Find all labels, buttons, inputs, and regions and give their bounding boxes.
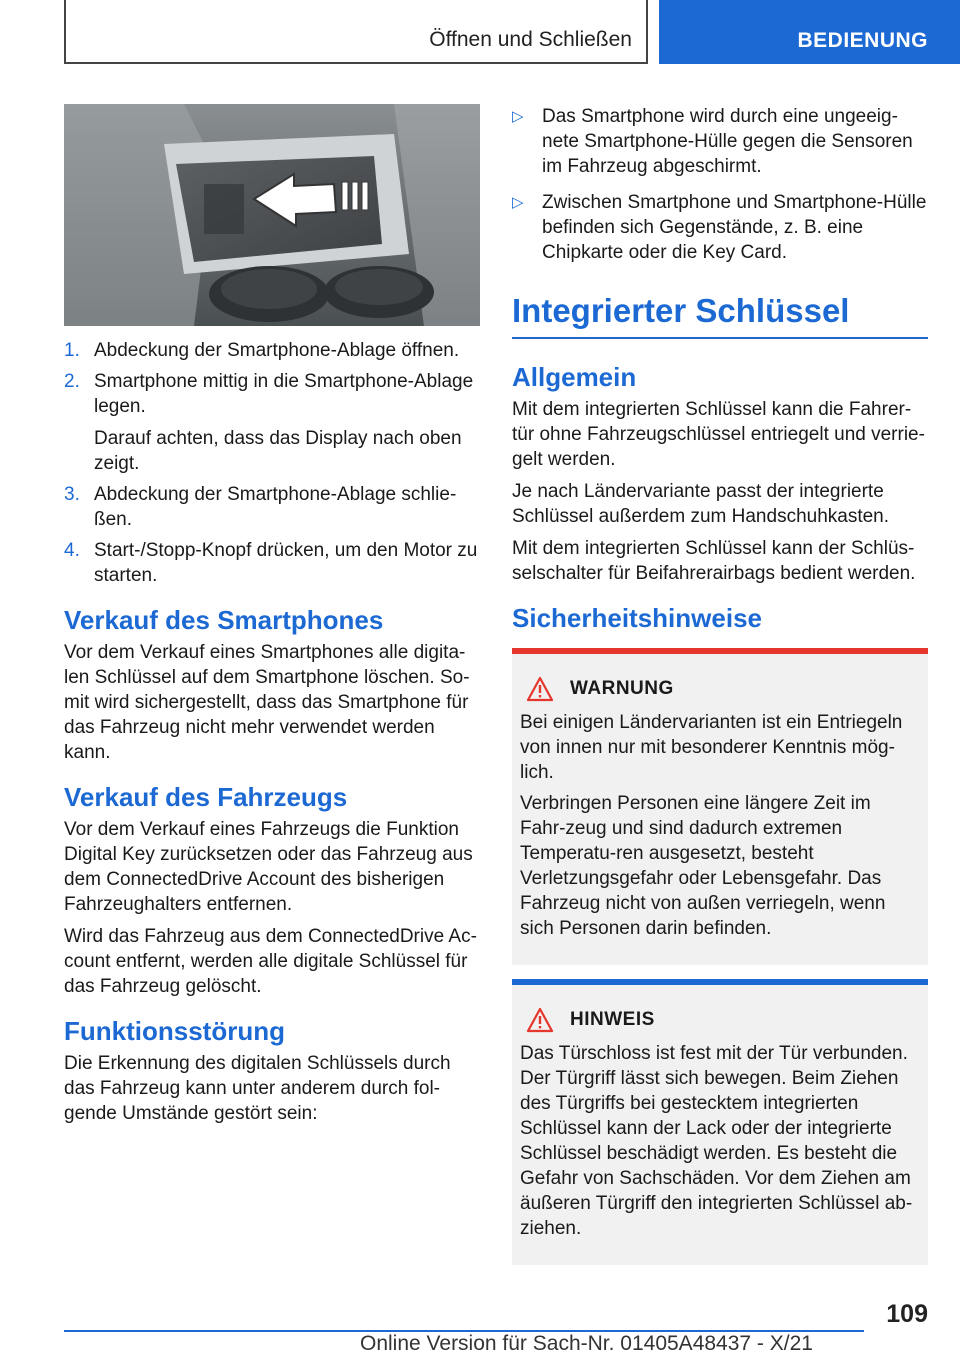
step-subtext: Darauf achten, dass das Display nach oben zeigt. <box>94 428 462 474</box>
paragraph: Mit dem integrierten Schlüssel kann der Schlüs-selschalter für Beifahrerairbags bedient werden. <box>512 538 916 584</box>
smartphone-tray-figure <box>64 104 480 326</box>
section-heading-funktionsstoerung: Funktionsstörung <box>64 1016 285 1046</box>
warning-box-header <box>520 676 920 702</box>
smartphone-tray-image <box>64 104 480 326</box>
header-section-label: BEDIENUNG <box>797 29 928 52</box>
paragraph: Die Erkennung des digitalen Schlüssels durch das Fahrzeug kann unter anderem durch fol-gende Umstände gestört sein: <box>64 1053 451 1124</box>
section-heading-sicherheitshinweise: Sicherheitshinweise <box>512 603 762 633</box>
bullet-text: Das Smartphone wird durch eine ungeeig-nete Smartphone-Hülle gegen die Sensoren im Fahrzeug abgeschirmt. <box>542 106 913 177</box>
list-item <box>64 482 480 532</box>
step-text: Abdeckung der Smartphone-Ablage schlie-ßen. <box>94 484 457 530</box>
step-text: Abdeckung der Smartphone-Ablage öffnen. <box>94 340 460 361</box>
section-heading-verkauf-fahrzeug: Verkauf des Fahrzeugs <box>64 782 348 812</box>
triangle-bullet-icon: ▷ <box>512 108 524 125</box>
bullet-text: Zwischen Smartphone und Smartphone-Hülle befinden sich Gegenstände, z. B. eine Chipkarte oder die Key Card. <box>542 192 927 263</box>
step-number: 1. <box>64 340 80 361</box>
warning-triangle-icon <box>526 676 554 702</box>
step-text: Start-/Stopp-Knopf drücken, um den Motor zu starten. <box>94 540 478 586</box>
footer-online-version: Online Version für Sach-Nr. 01405A48437 - X/21 <box>360 1332 813 1355</box>
warning-label: WARNUNG <box>570 678 674 699</box>
paragraph: Mit dem integrierten Schlüssel kann die Fahrer-tür ohne Fahrzeugschlüssel entriegelt und verrie-gelt werden. <box>512 399 925 470</box>
paragraph: Bei einigen Ländervarianten ist ein Entriegeln von innen nur mit besonderer Kenntnis mög-lich. <box>520 712 903 783</box>
header-section-tab <box>659 0 960 64</box>
step-text: Smartphone mittig in die Smartphone-Ablage legen. <box>94 371 474 417</box>
triangle-bullet-icon: ▷ <box>512 194 524 211</box>
list-item <box>64 338 480 363</box>
paragraph: Wird das Fahrzeug aus dem ConnectedDrive Ac-count entfernt, werden alle digitale Schlüssel für das Fahrzeug gelöscht. <box>64 926 477 997</box>
section-heading-allgemein: Allgemein <box>512 362 637 392</box>
paragraph: Verbringen Personen eine längere Zeit im Fahr-zeug und sind dadurch extremen Temperatu-ren ausgesetzt, besteht Verletzungsgefahr oder Lebensgefahr. Das Fahrzeug nicht von außen verriegeln, wenn sich Personen darin befinden. <box>520 793 886 939</box>
section-heading-verkauf-smartphone: Verkauf des Smartphones <box>64 605 384 635</box>
warning-box <box>512 648 928 965</box>
warning-triangle-icon <box>526 1007 554 1033</box>
paragraph: Vor dem Verkauf eines Smartphones alle digita-len Schlüssel auf dem Smartphone löschen. So-mit wird sichergestellt, dass das Smartphone für das Fahrzeug nicht mehr verwendet werden kann. <box>64 642 470 763</box>
note-label: HINWEIS <box>570 1009 655 1030</box>
note-box-header <box>520 1007 920 1033</box>
disturbance-list <box>512 104 928 265</box>
list-item <box>512 190 928 265</box>
right-column <box>512 104 928 1265</box>
page-number: 109 <box>886 1300 928 1328</box>
steps-list <box>64 338 480 588</box>
paragraph: Vor dem Verkauf eines Fahrzeugs die Funktion Digital Key zurücksetzen oder das Fahrzeug aus dem ConnectedDrive Account des bisherigen Fahrzeughalters entfernen. <box>64 819 473 915</box>
list-item <box>512 104 928 179</box>
left-column <box>64 104 480 1133</box>
header-chapter-title: Öffnen und Schließen <box>429 28 632 51</box>
header-chapter-box <box>64 0 648 64</box>
chapter-heading: Integrierter Schlüssel <box>512 291 928 339</box>
paragraph: Das Türschloss ist fest mit der Tür verbunden. Der Türgriff lässt sich bewegen. Beim Ziehen des Türgriffs bei gestecktem integrierten Schlüssel kann der Lack oder der integrierte Schlüssel beschädigt werden. Es besteht die Gefahr von Sachschäden. Vor dem Ziehen am äußeren Türgriff den integrierten Schlüssel ab-ziehen. <box>520 1043 913 1239</box>
step-number: 3. <box>64 484 80 505</box>
note-box <box>512 979 928 1265</box>
list-item <box>64 538 480 588</box>
list-item <box>64 369 480 476</box>
step-number: 2. <box>64 371 80 392</box>
step-number: 4. <box>64 540 80 561</box>
paragraph: Je nach Ländervariante passt der integrierte Schlüssel außerdem zum Handschuhkasten. <box>512 481 890 527</box>
